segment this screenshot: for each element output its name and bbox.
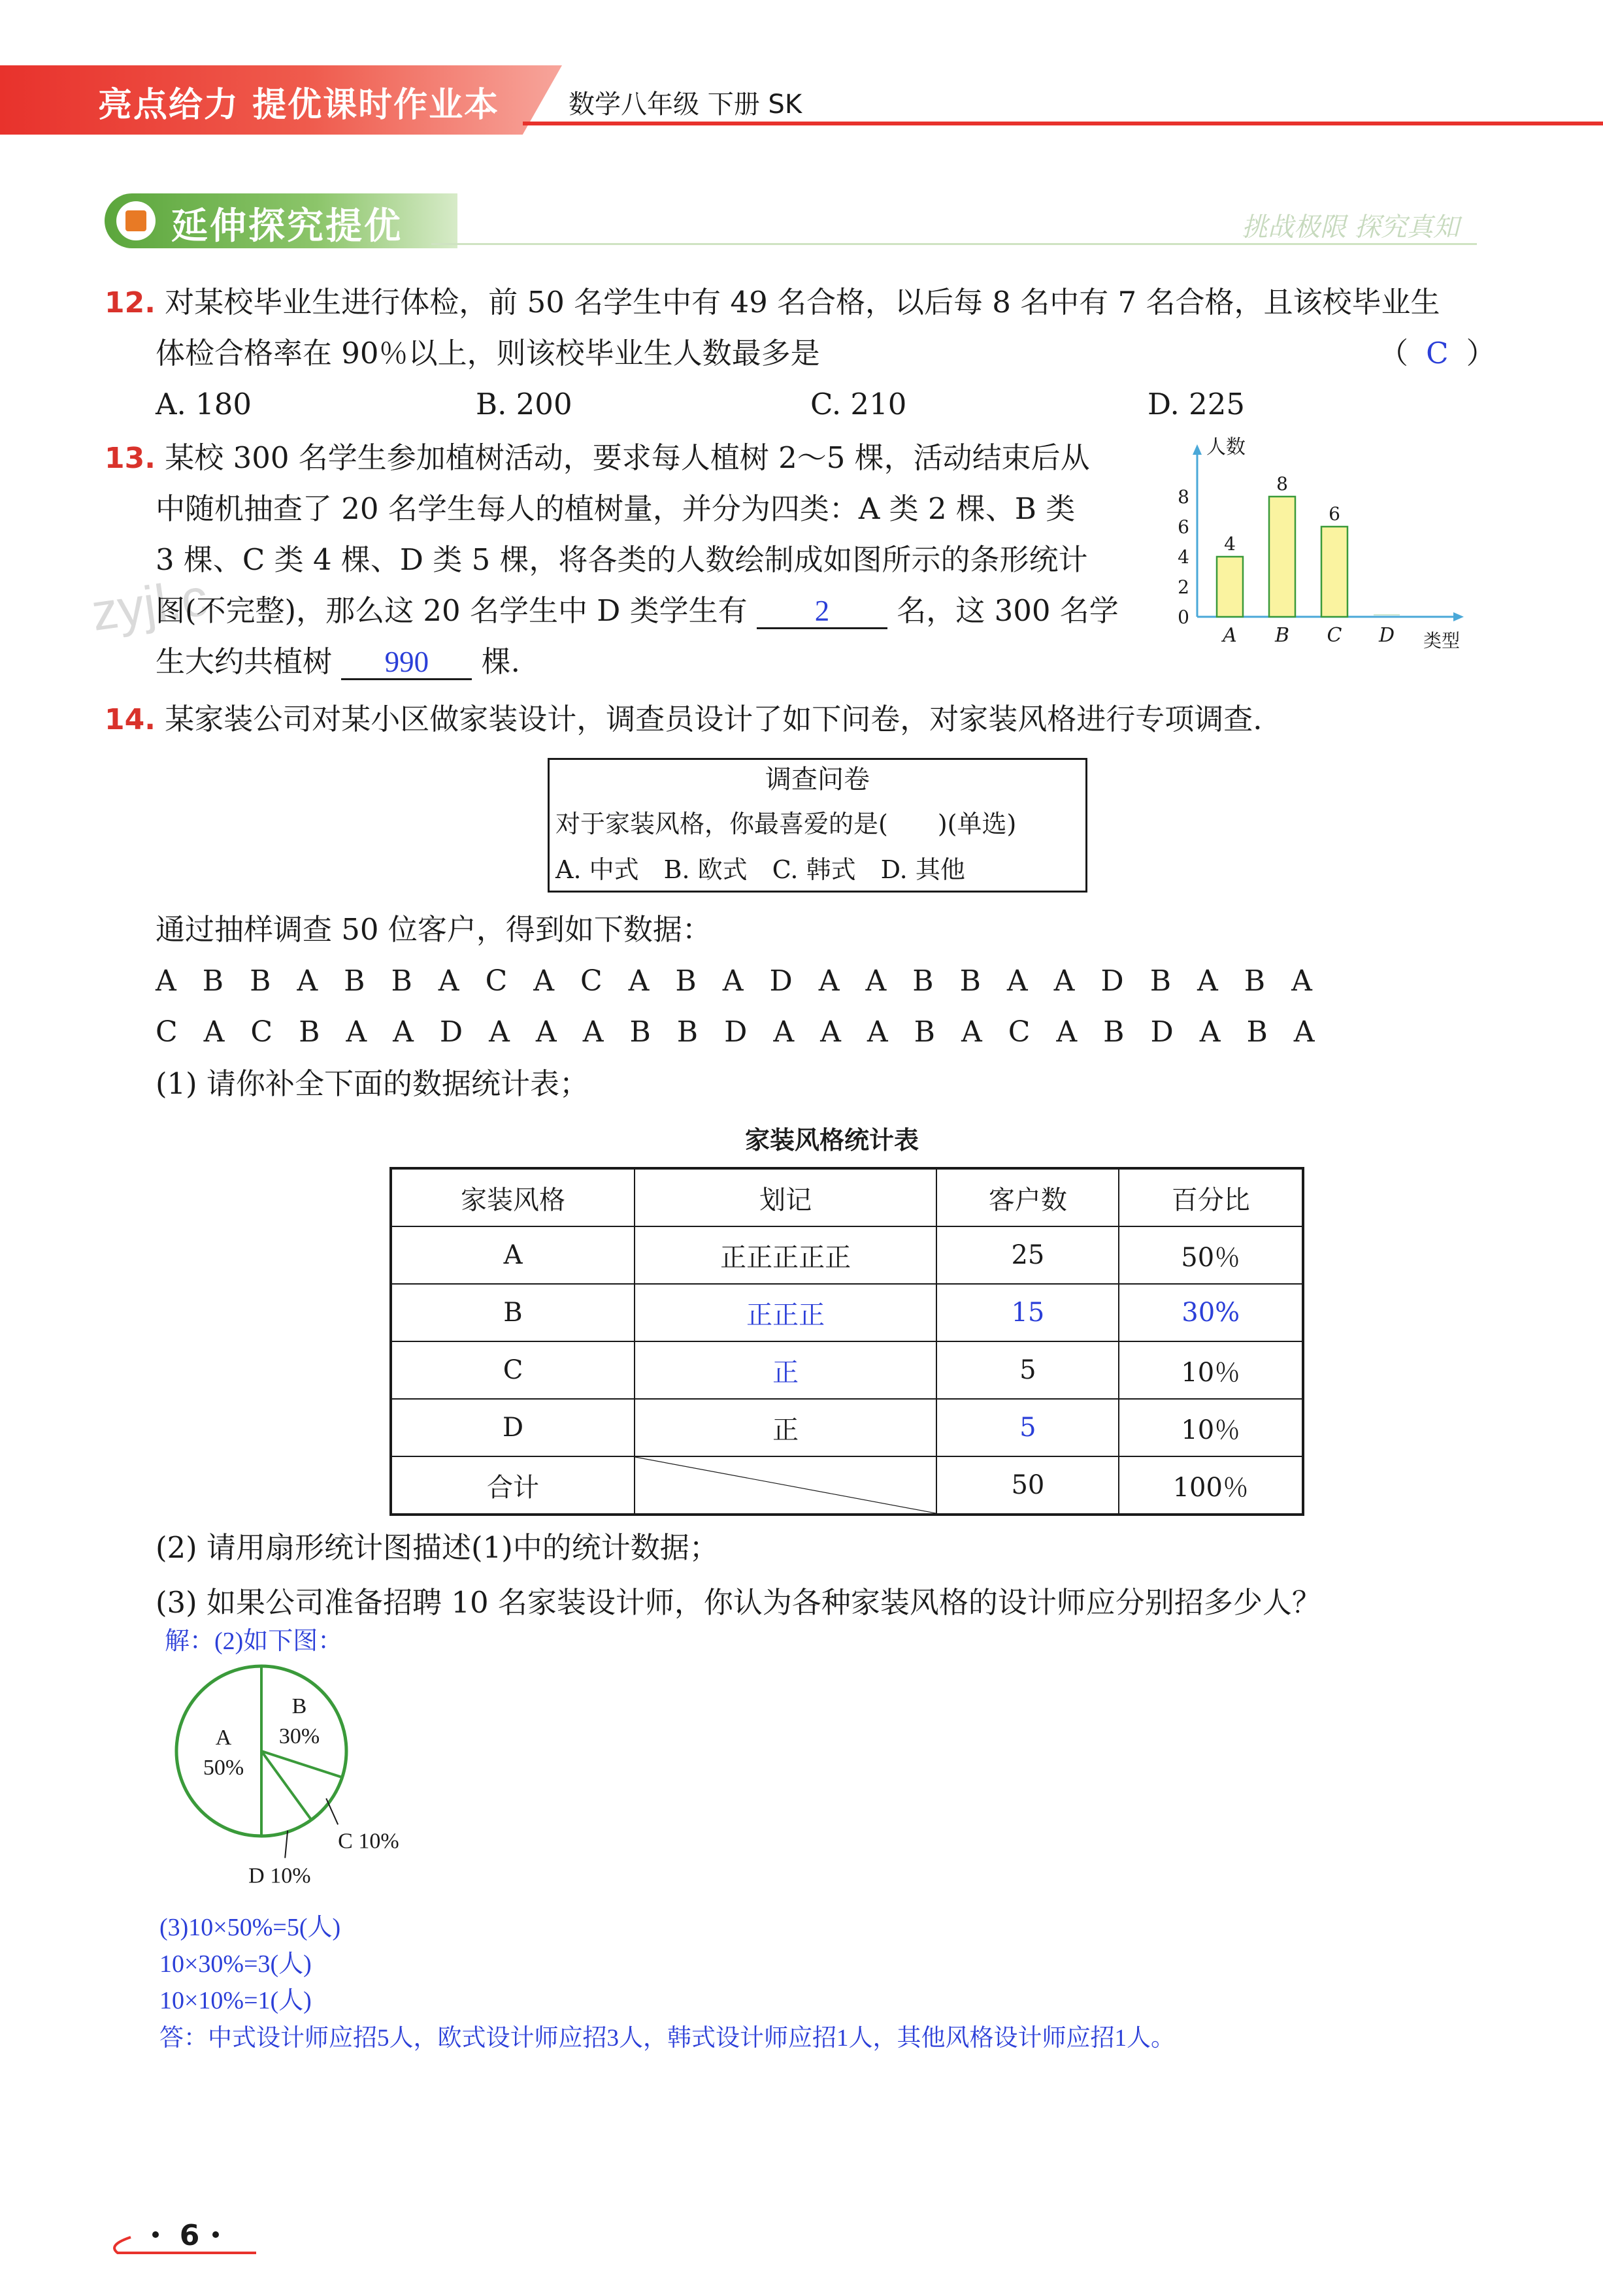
- row-c-pct: 10％: [1119, 1341, 1303, 1399]
- row-a-pct: 50％: [1119, 1226, 1303, 1284]
- pie-label-b-name: B: [291, 1694, 307, 1718]
- q13-number: 13.: [105, 442, 156, 475]
- q12-option-c: C. 210: [810, 387, 907, 421]
- q12-option-d: D. 225: [1148, 387, 1245, 421]
- row-b-pct: 30%: [1119, 1284, 1303, 1341]
- section-right-text: 挑战极限 探究真知: [1242, 212, 1459, 242]
- solution-pie-chart: [157, 1660, 431, 1908]
- q12-number: 12.: [105, 286, 156, 320]
- q14-part1: (1) 请你补全下面的数据统计表；: [156, 1066, 589, 1101]
- q12-answer: C: [1426, 336, 1449, 370]
- x-axis-arrow: [1453, 612, 1464, 621]
- q13-line5: [156, 646, 520, 680]
- q12-bracket-left: （: [1379, 336, 1409, 370]
- q12-line1: [105, 286, 1440, 320]
- q13-blank-d-count: 2: [757, 595, 887, 629]
- pie-label-d: D 10%: [248, 1863, 311, 1888]
- q12-option-b: B. 200: [476, 387, 572, 421]
- table-row: [391, 1341, 1303, 1399]
- q12-text-2: 体检合格率在 90％以上，则该校毕业生人数最多是: [156, 336, 820, 370]
- th-count: 客户数: [936, 1168, 1119, 1226]
- th-tally: 划记: [635, 1168, 936, 1226]
- row-b-tally: 正正正: [635, 1284, 936, 1341]
- q14-part3: (3) 如果公司准备招聘 10 名家装设计师，你认为各种家装风格的设计师应分别招多少人？: [156, 1585, 1321, 1620]
- row-a-count: 25: [936, 1226, 1119, 1284]
- q13-line4: [156, 595, 1119, 629]
- x-tick-label: C: [1327, 624, 1342, 647]
- q13-text-1: 某校 300 名学生参加植树活动，要求每人植树 2～5 棵，活动结束后从: [165, 440, 1090, 475]
- row-b-count: 15: [936, 1284, 1119, 1341]
- q13-text-4b: 名，这 300 名学: [897, 593, 1119, 628]
- section-title: 延伸探究提优: [171, 205, 403, 248]
- questionnaire-title: 调查问卷: [765, 764, 870, 795]
- book-title: 数学八年级 下册 SK: [569, 90, 802, 120]
- table-row: [391, 1284, 1303, 1341]
- x-tick-label: B: [1274, 624, 1290, 647]
- row-c-style: C: [391, 1341, 635, 1399]
- solution-line-1: (3)10×50%=5(人): [159, 1914, 341, 1941]
- y-tick-label: 4: [1178, 546, 1189, 568]
- row-a-tally: 正正正正正: [635, 1226, 936, 1284]
- row-c-count: 5: [936, 1341, 1119, 1399]
- series-title: 亮点给力 提优课时作业本: [98, 86, 500, 125]
- q13-blank-trees: 990: [341, 646, 472, 680]
- pie-label-a-pct: 50%: [203, 1756, 244, 1780]
- table-header-row: [391, 1168, 1303, 1226]
- q13-text-5b: 棵.: [481, 644, 520, 679]
- bar-value-label: 6: [1329, 503, 1340, 525]
- total-label: 合计: [391, 1456, 635, 1515]
- pie-callout-c: [326, 1798, 338, 1824]
- pie-divider: [261, 1751, 311, 1820]
- table-row: [391, 1226, 1303, 1284]
- pie-label-c: C 10%: [338, 1829, 399, 1854]
- pie-label-a-name: A: [215, 1726, 232, 1750]
- table-title: 家装风格统计表: [745, 1126, 919, 1155]
- bar-B: [1269, 497, 1295, 617]
- pie-divider: [261, 1751, 342, 1777]
- x-axis-label: 类型: [1423, 630, 1461, 651]
- y-tick-label: 2: [1178, 576, 1189, 598]
- q13-text-5a: 生大约共植树: [156, 644, 333, 679]
- q14-line1: [105, 703, 1263, 736]
- y-tick-label: 0: [1178, 606, 1189, 628]
- q13-text-4a: 图(不完整)，那么这 20 名学生中 D 类学生有: [156, 593, 748, 628]
- total-count: 50: [936, 1456, 1119, 1515]
- solution-answer: 答：中式设计师应招5人，欧式设计师应招3人，韩式设计师应招1人，其他风格设计师应招1人。: [159, 2025, 1175, 2052]
- row-c-tally: 正: [635, 1341, 936, 1399]
- watermark: zyjl.c: [88, 568, 212, 642]
- q13-text-2: 中随机抽查了 20 名学生每人的植树量，并分为四类：A 类 2 棵、B 类: [156, 491, 1076, 526]
- x-tick-label: A: [1223, 624, 1237, 647]
- q13-line1: [105, 442, 1090, 475]
- survey-data-row-2: C A C B A A D A A A B B D A A A B A C A B D A B A: [156, 1015, 1315, 1049]
- row-d-pct: 10％: [1119, 1399, 1303, 1456]
- solution-line-2: 10×30%=3(人): [159, 1950, 312, 1978]
- th-pct: 百分比: [1119, 1168, 1303, 1226]
- survey-intro: 通过抽样调查 50 位客户，得到如下数据：: [156, 912, 712, 947]
- header-rule: [523, 122, 1603, 125]
- survey-data-row-1: A B B A B B A C A C A B A D A A B B A A D B A B A: [156, 964, 1312, 998]
- table-row: [391, 1399, 1303, 1456]
- q13-text-3: 3 棵、C 类 4 棵、D 类 5 棵，将各类的人数绘制成如图所示的条形统计: [156, 542, 1088, 577]
- solution-line-3: 10×10%=1(人): [159, 1987, 312, 2014]
- pie-callout-d: [285, 1831, 288, 1858]
- questionnaire-question: 对于家装风格，你最喜爱的是( )(单选): [555, 810, 1017, 838]
- questionnaire-options: A. 中式 B. 欧式 C. 韩式 D. 其他: [555, 855, 965, 884]
- row-d-tally: 正: [635, 1399, 936, 1456]
- page-number: 6: [179, 2219, 200, 2252]
- row-a-style: A: [391, 1226, 635, 1284]
- x-tick-label: D: [1378, 624, 1395, 647]
- q14-intro: 某家装公司对某小区做家装设计，调查员设计了如下问卷，对家装风格进行专项调查.: [165, 702, 1263, 736]
- solution-intro: 解：(2)如下图：: [165, 1628, 343, 1655]
- bar-value-label: 8: [1276, 473, 1288, 495]
- q12-bracket-right: ）: [1466, 336, 1496, 370]
- th-style: 家装风格: [391, 1168, 635, 1226]
- table-total-row: [391, 1456, 1303, 1515]
- q13-bar-chart: [1157, 431, 1496, 653]
- style-stat-table: [389, 1167, 1304, 1516]
- bar-A: [1217, 557, 1243, 617]
- q14-number: 14.: [105, 703, 156, 736]
- y-tick-label: 8: [1178, 486, 1189, 508]
- pencil-icon: [125, 210, 146, 231]
- row-d-count: 5: [936, 1399, 1119, 1456]
- q14-part2: (2) 请用扇形统计图描述(1)中的统计数据；: [156, 1530, 719, 1565]
- y-tick-label: 6: [1178, 516, 1189, 538]
- y-axis-arrow: [1193, 444, 1202, 455]
- bar-value-label: 4: [1224, 533, 1236, 555]
- bar-C: [1321, 527, 1347, 617]
- q12-text-1: 对某校毕业生进行体检，前 50 名学生中有 49 名合格，以后每 8 名中有 7 名合格，且该校毕业生: [165, 285, 1440, 320]
- total-tally-empty: [635, 1456, 936, 1515]
- total-pct: 100％: [1119, 1456, 1303, 1515]
- y-axis-label: 人数: [1206, 436, 1246, 459]
- q12-answer-bracket: [1379, 337, 1496, 370]
- row-b-style: B: [391, 1284, 635, 1341]
- row-d-style: D: [391, 1399, 635, 1456]
- q12-option-a: A. 180: [156, 387, 252, 421]
- pie-label-b-pct: 30%: [278, 1724, 320, 1748]
